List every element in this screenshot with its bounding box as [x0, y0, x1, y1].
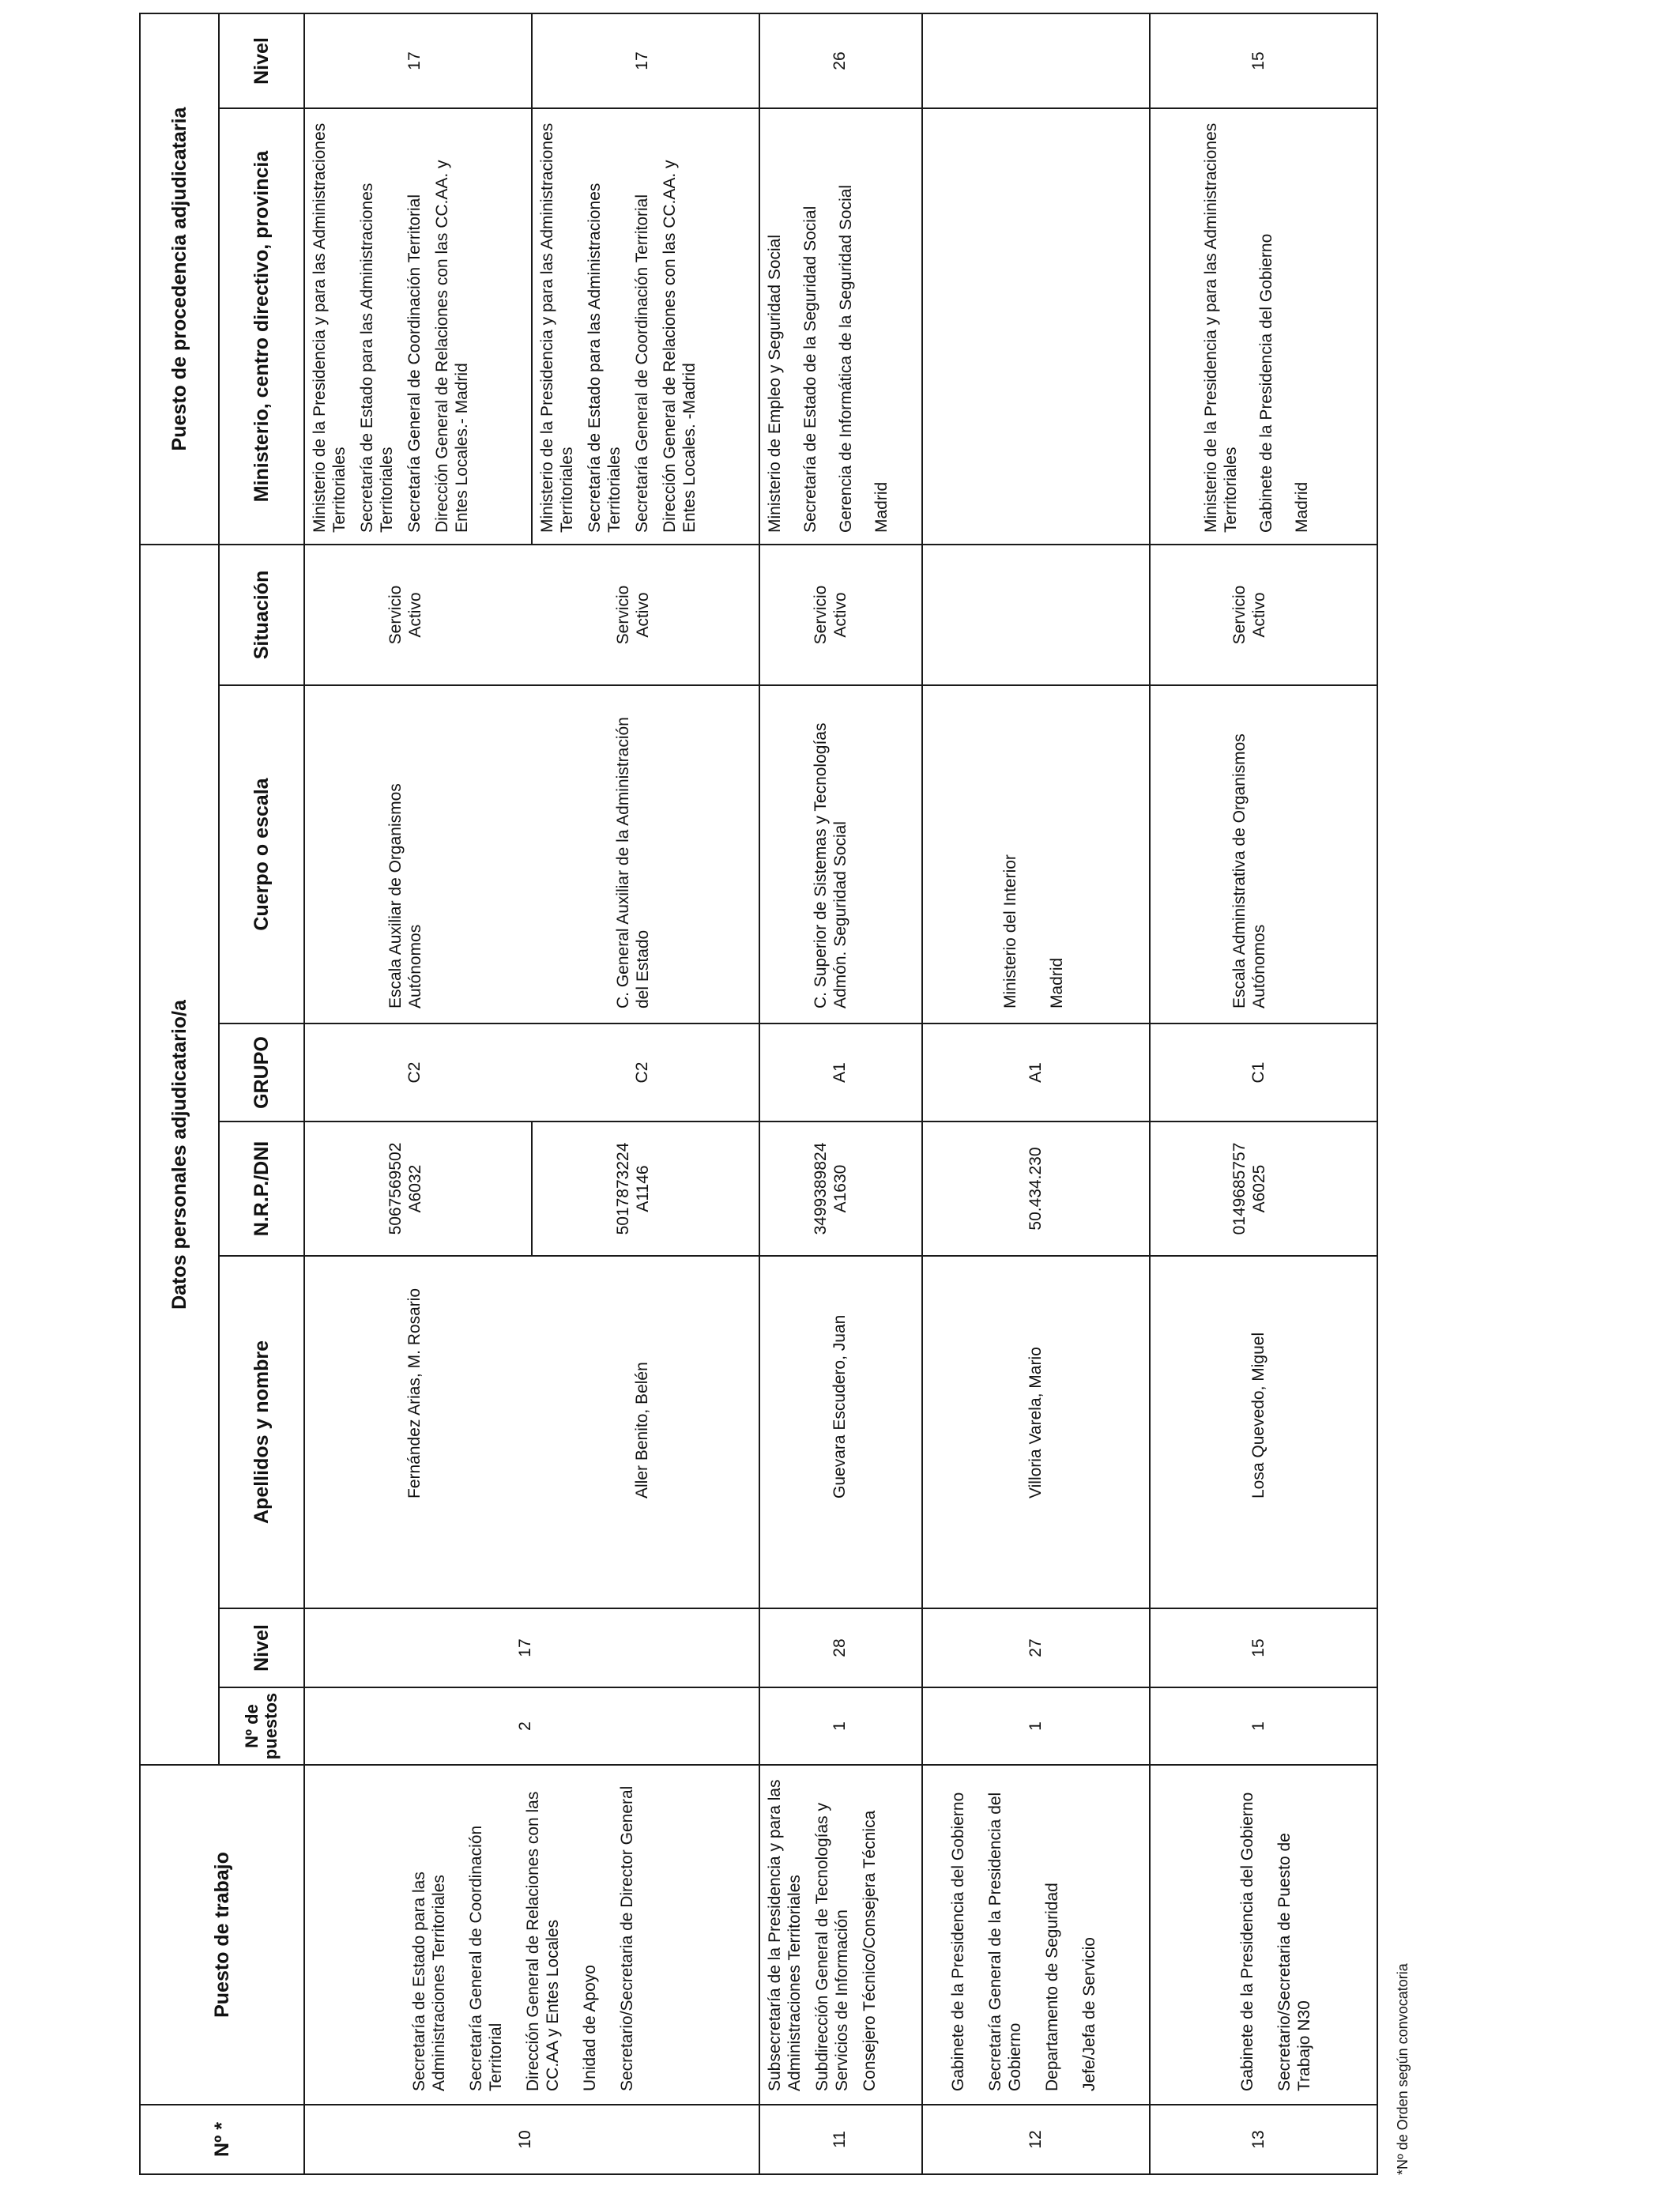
nrp-number: 0149685757: [1230, 1142, 1249, 1235]
row-line-10-11: [759, 13, 760, 2175]
row-10b-cuerpo: C. General Auxiliar de la Administración del Estado: [614, 717, 652, 1008]
header-datos-personales: Datos personales adjudicatario/a: [168, 1000, 190, 1310]
puesto-line: Secretario/Secretaria de Director General: [618, 1785, 636, 2091]
row-12-grupo: A1: [1026, 1062, 1045, 1083]
row-13-nivel-procedencia: 15: [1249, 51, 1268, 70]
row-12-nrp: 50.434.230: [1026, 1147, 1045, 1231]
row-13-situacion: Servicio Activo: [1230, 585, 1268, 645]
header-apellidos: Apellidos y nombre: [250, 1340, 273, 1524]
ministerio-line: Ministerio de Empleo y Seguridad Social: [766, 234, 784, 533]
header-nivel: Nivel: [250, 1624, 273, 1672]
puesto-line: Secretaría General de Coordinación Territorial: [467, 1825, 505, 2091]
ministerio-line: Secretaría de Estado para las Administraciones Territoriales: [358, 183, 396, 533]
row-10a-situacion: Servicio Activo: [386, 585, 424, 645]
row-10a-nivel-procedencia: 17: [405, 51, 424, 70]
nrp-code: A1146: [634, 1165, 652, 1212]
row-13-nivel: 15: [1249, 1638, 1268, 1657]
nrp-code: A6032: [406, 1164, 424, 1213]
row-13-grupo: C1: [1249, 1061, 1268, 1084]
col-line-cuerpo: [218, 684, 1377, 686]
row-13-ministerio: [1201, 122, 1312, 533]
row-13-cuerpo: Escala Administrativa de Organismos Autónomos: [1230, 733, 1268, 1008]
row-10-nivel: 17: [516, 1638, 534, 1657]
puesto-line: Unidad de Apoyo: [581, 1965, 599, 2091]
puesto-line: Consejero Técnico/Consejera Técnica: [861, 1810, 879, 2091]
row-13-num: 13: [1249, 2130, 1268, 2149]
row-10-puesto: [409, 1775, 654, 2091]
row-11-num-puestos: 1: [831, 1721, 849, 1731]
col-line-apellidos: [218, 1255, 1377, 1257]
row-11-num: 11: [831, 2131, 849, 2148]
row-11-ministerio: [765, 122, 891, 533]
header-ministerio: Ministerio, centro directivo, provincia: [250, 150, 273, 503]
ministerio-line: Secretaría de Estado de la Seguridad Social: [801, 205, 819, 533]
row-10b-grupo: C2: [633, 1061, 651, 1084]
header-puesto-trabajo: Puesto de trabajo: [210, 1852, 233, 2018]
cuerpo-line: Ministerio del Interior: [1001, 854, 1019, 1008]
ministerio-line: Ministerio de la Presidencia y para las Administraciones Territoriales: [311, 123, 348, 533]
puesto-line: Gabinete de la Presidencia del Gobierno: [1238, 1792, 1256, 2091]
row-10a-nrp: [386, 1122, 425, 1255]
header-grupo: GRUPO: [250, 1036, 273, 1109]
row-12-num-puestos: 1: [1026, 1721, 1045, 1731]
header-cuerpo: Cuerpo o escala: [250, 778, 273, 931]
row-10b-ministerio: [537, 122, 699, 533]
ministerio-line: Gerencia de Informática de la Seguridad Social: [837, 184, 855, 533]
ministerio-line: Dirección General de Relaciones con las CC.AA. y Entes Locales. -Madrid: [661, 160, 699, 533]
row-10a-nombre: Fernández Arias, M. Rosario: [405, 1287, 424, 1498]
row-10b-nombre: Aller Benito, Belén: [633, 1362, 651, 1498]
row-line-12-13: [1149, 13, 1151, 2175]
puesto-line: Departamento de Seguridad: [1043, 1883, 1061, 2091]
row-line-11-12: [921, 13, 923, 2175]
nrp-number: 3499389824: [812, 1142, 830, 1235]
nrp-code: A1630: [831, 1164, 849, 1213]
puesto-line: Gabinete de la Presidencia del Gobierno: [949, 1792, 967, 2091]
row-10-num-puestos: 2: [516, 1721, 534, 1731]
row-12-nombre: Villoria Varela, Mario: [1026, 1347, 1045, 1498]
row-12-empty-divider: [1147, 684, 1149, 686]
row-10b-nrp: [613, 1122, 653, 1255]
row-13-puesto: [1237, 1775, 1314, 2091]
ministerio-line: Secretaría General de Coordinación Territorial: [405, 194, 424, 533]
row-11-nivel-procedencia: 26: [831, 51, 849, 70]
nrp-number: 5067569502: [386, 1142, 405, 1235]
row-line-10-sub-apellidos: [531, 1122, 533, 1257]
row-13-num-puestos: 1: [1249, 1721, 1268, 1731]
row-13-nrp: [1230, 1122, 1269, 1255]
row-10b-nivel-procedencia: 17: [633, 51, 651, 70]
row-10-num: 10: [516, 2130, 534, 2149]
ministerio-line: Secretaría de Estado para las Administraciones Territoriales: [586, 183, 623, 533]
row-11-situacion: Servicio Activo: [812, 585, 849, 645]
puesto-line: Subdirección General de Tecnologías y Servicios de Información: [813, 1802, 851, 2091]
ministerio-line: Madrid: [872, 481, 891, 533]
ministerio-line: Ministerio de la Presidencia y para las Administraciones Territoriales: [538, 123, 576, 533]
col-line-situacion: [139, 544, 1377, 545]
row-10a-ministerio: [310, 122, 472, 533]
row-10a-cuerpo: Escala Auxiliar de Organismos Autónomos: [386, 783, 424, 1008]
header-nivel-procedencia: Nivel: [250, 37, 273, 85]
puesto-line: Secretaría de Estado para las Administraciones Territoriales: [410, 1872, 448, 2091]
row-12-nivel: 27: [1026, 1638, 1045, 1657]
puesto-line: Dirección General de Relaciones con las CC.AA y Entes Locales: [524, 1791, 562, 2091]
row-11-puesto: [765, 1775, 880, 2091]
row-13-nombre: Losa Quevedo, Miguel: [1249, 1332, 1268, 1498]
row-12-puesto: [948, 1775, 1099, 2091]
ministerio-line: Ministerio de la Presidencia y para las Administraciones Territoriales: [1202, 123, 1240, 533]
row-12-cuerpo: [1000, 700, 1067, 1008]
ministerio-line: Gabinete de la Presidencia del Gobierno: [1257, 233, 1275, 533]
row-11-grupo: A1: [831, 1062, 849, 1083]
puesto-line: Jefe/Jefa de Servicio: [1080, 1937, 1098, 2091]
header-procedencia: Puesto de procedencia adjudicataria: [168, 107, 190, 451]
row-10a-grupo: C2: [405, 1061, 424, 1084]
footnote: *Nº de Orden según convocatoria: [1395, 1963, 1411, 2175]
ministerio-line: Madrid: [1293, 481, 1311, 533]
row-12-num: 12: [1026, 2130, 1045, 2149]
row-11-cuerpo: C. Superior de Sistemas y Tecnologías Admón. Seguridad Social: [812, 722, 849, 1008]
header-num: Nº *: [210, 2122, 233, 2157]
col-line-ministerio: [218, 107, 1377, 109]
header-situacion: Situación: [250, 570, 273, 660]
header-divider: [303, 13, 305, 2175]
ministerio-line: Dirección General de Relaciones con las CC.AA. y Entes Locales.- Madrid: [433, 160, 471, 533]
row-11-nivel: 28: [831, 1638, 849, 1657]
ministerio-line: Secretaría General de Coordinación Territorial: [633, 194, 651, 533]
nrp-code: A6025: [1250, 1164, 1268, 1213]
header-num-puestos: Nº de puestos: [242, 1692, 281, 1760]
puesto-line: Subsecretaría de la Presidencia y para las Administraciones Territoriales: [766, 1779, 804, 2091]
frame-bottom: [1377, 13, 1378, 2175]
row-line-10-sub-right: [531, 13, 533, 545]
col-line-grupo: [218, 1023, 1377, 1024]
header-nrp: N.R.P./DNI: [250, 1140, 273, 1237]
row-11-nombre: Guevara Escudero, Juan: [831, 1314, 849, 1498]
puesto-line: Secretario/Secretaria de Puesto de Trabajo N30: [1275, 1833, 1313, 2091]
col-line-npuestos: [218, 1687, 1377, 1688]
nrp-number: 5017873224: [614, 1142, 632, 1235]
col-line-nivel: [218, 1608, 1377, 1609]
row-11-nrp: [811, 1122, 850, 1255]
puesto-line: Secretaría General de la Presidencia del Gobierno: [986, 1792, 1024, 2091]
row-10b-situacion: Servicio Activo: [614, 585, 652, 645]
cuerpo-line: Madrid: [1048, 957, 1066, 1008]
